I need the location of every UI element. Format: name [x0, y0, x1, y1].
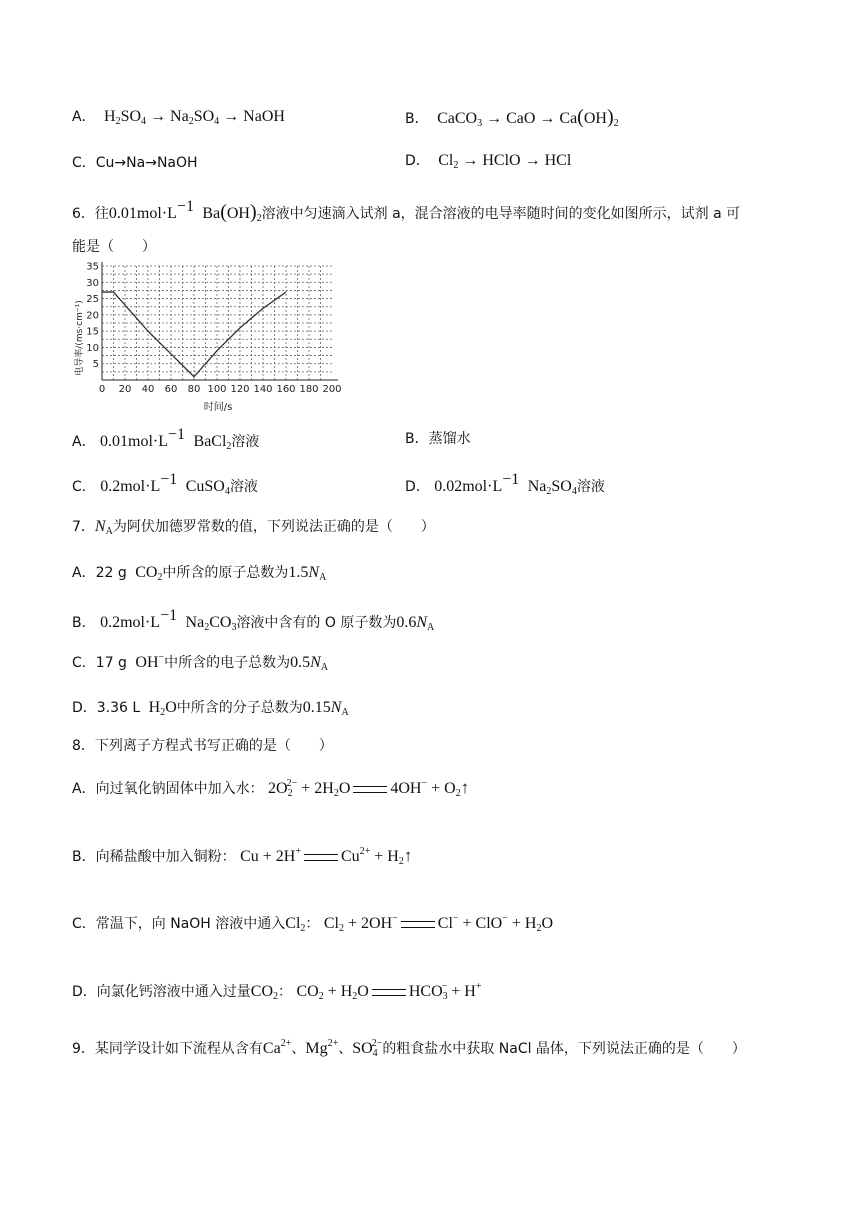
- q7-option-c: C．17 g OH−中所含的电子总数为$0.5N_A$: [72, 652, 329, 673]
- q9-stem: 9．某同学设计如下流程从含有$Ca^{2+}$、$Mg^{2+}$、$SO_4^{2-}$的粗食盐水中获取 NaCl 晶体，下列说法正确的是（ ）: [72, 1038, 746, 1059]
- conductivity-chart: [70, 258, 360, 414]
- q7-stem: 7．$N_A$为阿伏加德罗常数的值，下列说法正确的是（ ）: [72, 518, 435, 537]
- q5-option-d: D． $Cl_2$ → HClO → HCl: [405, 152, 572, 171]
- x-tick-label: 60: [164, 384, 178, 395]
- q5-option-b: B． CaCO$_3$ → CaO → $Ca(OH)_2$: [405, 106, 619, 129]
- y-tick-label: 35: [86, 261, 99, 273]
- q7-option-d: D．3.36 L $H_2O$中所含的分子总数为$0.15N_A$: [72, 699, 349, 718]
- q6-baoh2-formula: $Ba(OH)_2$: [198, 201, 262, 224]
- q8-option-b-equation: Cu + 2H+ $Cu^{2+}$ + $H_2↑$: [240, 846, 413, 867]
- q8-option-d: D．向氯化钙溶液中通入过量$CO_2$： $CO_2 + H_2O$ $HCO_3^- + H^+$: [72, 981, 482, 1002]
- q6-option-a: A． $0.01mol\cdot L^{-1}$ BaCl$_2$溶液: [72, 426, 260, 452]
- x-tick-label: 0: [98, 384, 106, 395]
- q8-option-a-equation: $2O_2^{2-} + 2H_2O$ $4OH^- + O_2↑$: [268, 778, 470, 799]
- x-tick-label: 180: [299, 384, 319, 395]
- q7-option-a: A．22 g $CO_2$中所含的原子总数为$1.5N_A$: [72, 564, 327, 583]
- y-tick-label: 15: [86, 326, 99, 338]
- y-tick-label: 10: [86, 342, 99, 354]
- q6-option-b: B．蒸馏水: [405, 431, 471, 447]
- x-tick-label: 20: [118, 384, 132, 395]
- q8-option-c-equation: $Cl_2 + 2OH^-$ $Cl^- + ClO^- + H_2O$: [323, 913, 554, 934]
- x-tick-label: 100: [207, 384, 227, 395]
- q5-option-c-text: Cu→Na→NaOH: [95, 155, 198, 171]
- x-tick-label: 160: [276, 384, 296, 395]
- q8-option-c: C．常温下，向 NaOH 溶液中通入$Cl_2$： $Cl_2 + 2OH^-$ $Cl^- + ClO^- + H_2O$: [72, 913, 554, 934]
- q6-stem: 6．往$0.01mol\cdot L^{-1}$ $Ba(OH)_2$溶液中匀速滴入试剂 a，混合溶液的电导率随时间的变化如图所示，试剂 a 可: [72, 198, 741, 224]
- q5-option-c: C．Cu→Na→NaOH: [72, 155, 198, 171]
- q8-option-b: B．向稀盐酸中加入铜粉： Cu + 2H+ $Cu^{2+}$ + $H_2↑$: [72, 846, 413, 867]
- q5-option-d-formula: $Cl_2$ → HClO → HCl: [434, 152, 572, 171]
- chart-axes: [102, 262, 338, 380]
- q6-option-a-formula: BaCl$_2$: [189, 433, 232, 452]
- x-tick-label: 140: [253, 384, 273, 395]
- q7-option-b: B． $0.2mol\cdot L^{-1}$ $Na_2CO_3$溶液中含有的 O 原子数为$0.6N_A$: [72, 607, 435, 633]
- q6-option-c-formula: CuSO$_4$: [181, 478, 230, 497]
- q5-option-a-formula: $H_2SO_4 \to Na_2SO_4$ → NaOH: [100, 108, 285, 127]
- q6-option-d: D． $0.02mol\cdot L^{-1}$ $Na_2SO_4$溶液: [405, 471, 605, 497]
- y-tick-label: 25: [86, 294, 99, 306]
- chart-ticks: [86, 262, 341, 396]
- chart-grid: [102, 266, 332, 380]
- x-tick-label: 200: [322, 384, 342, 395]
- q6-option-d-formula: $Na_2SO_4$: [523, 478, 577, 497]
- q5-option-b-formula: CaCO$_3$ → CaO → $Ca(OH)_2$: [433, 106, 619, 129]
- y-tick-label: 30: [86, 277, 99, 289]
- y-tick-label: 20: [86, 310, 99, 322]
- x-tick-label: 80: [187, 384, 201, 395]
- q8-option-d-equation: $CO_2 + H_2O$ $HCO_3^- + H^+$: [296, 981, 482, 1002]
- q6-option-c: C． $0.2mol\cdot L^{-1}$ CuSO$_4$溶液: [72, 471, 258, 497]
- y-tick-label: 5: [92, 359, 99, 371]
- x-tick-label: 120: [230, 384, 250, 395]
- x-tick-label: 40: [141, 384, 155, 395]
- q5-option-a: A． $H_2SO_4 \to Na_2SO_4$ → NaOH: [72, 108, 285, 127]
- q8-stem: 8．下列离子方程式书写正确的是（ ）: [72, 738, 333, 754]
- chart-y-label: 电导率/(ms·cm⁻¹): [75, 300, 85, 376]
- q8-option-a: A．向过氧化钠固体中加入水： $2O_2^{2-} + 2H_2O$ $4OH^- + O_2↑$: [72, 778, 470, 799]
- chart-x-label: 时间/s: [203, 402, 233, 413]
- q6-stem-line2: 能是（ ）: [72, 239, 156, 255]
